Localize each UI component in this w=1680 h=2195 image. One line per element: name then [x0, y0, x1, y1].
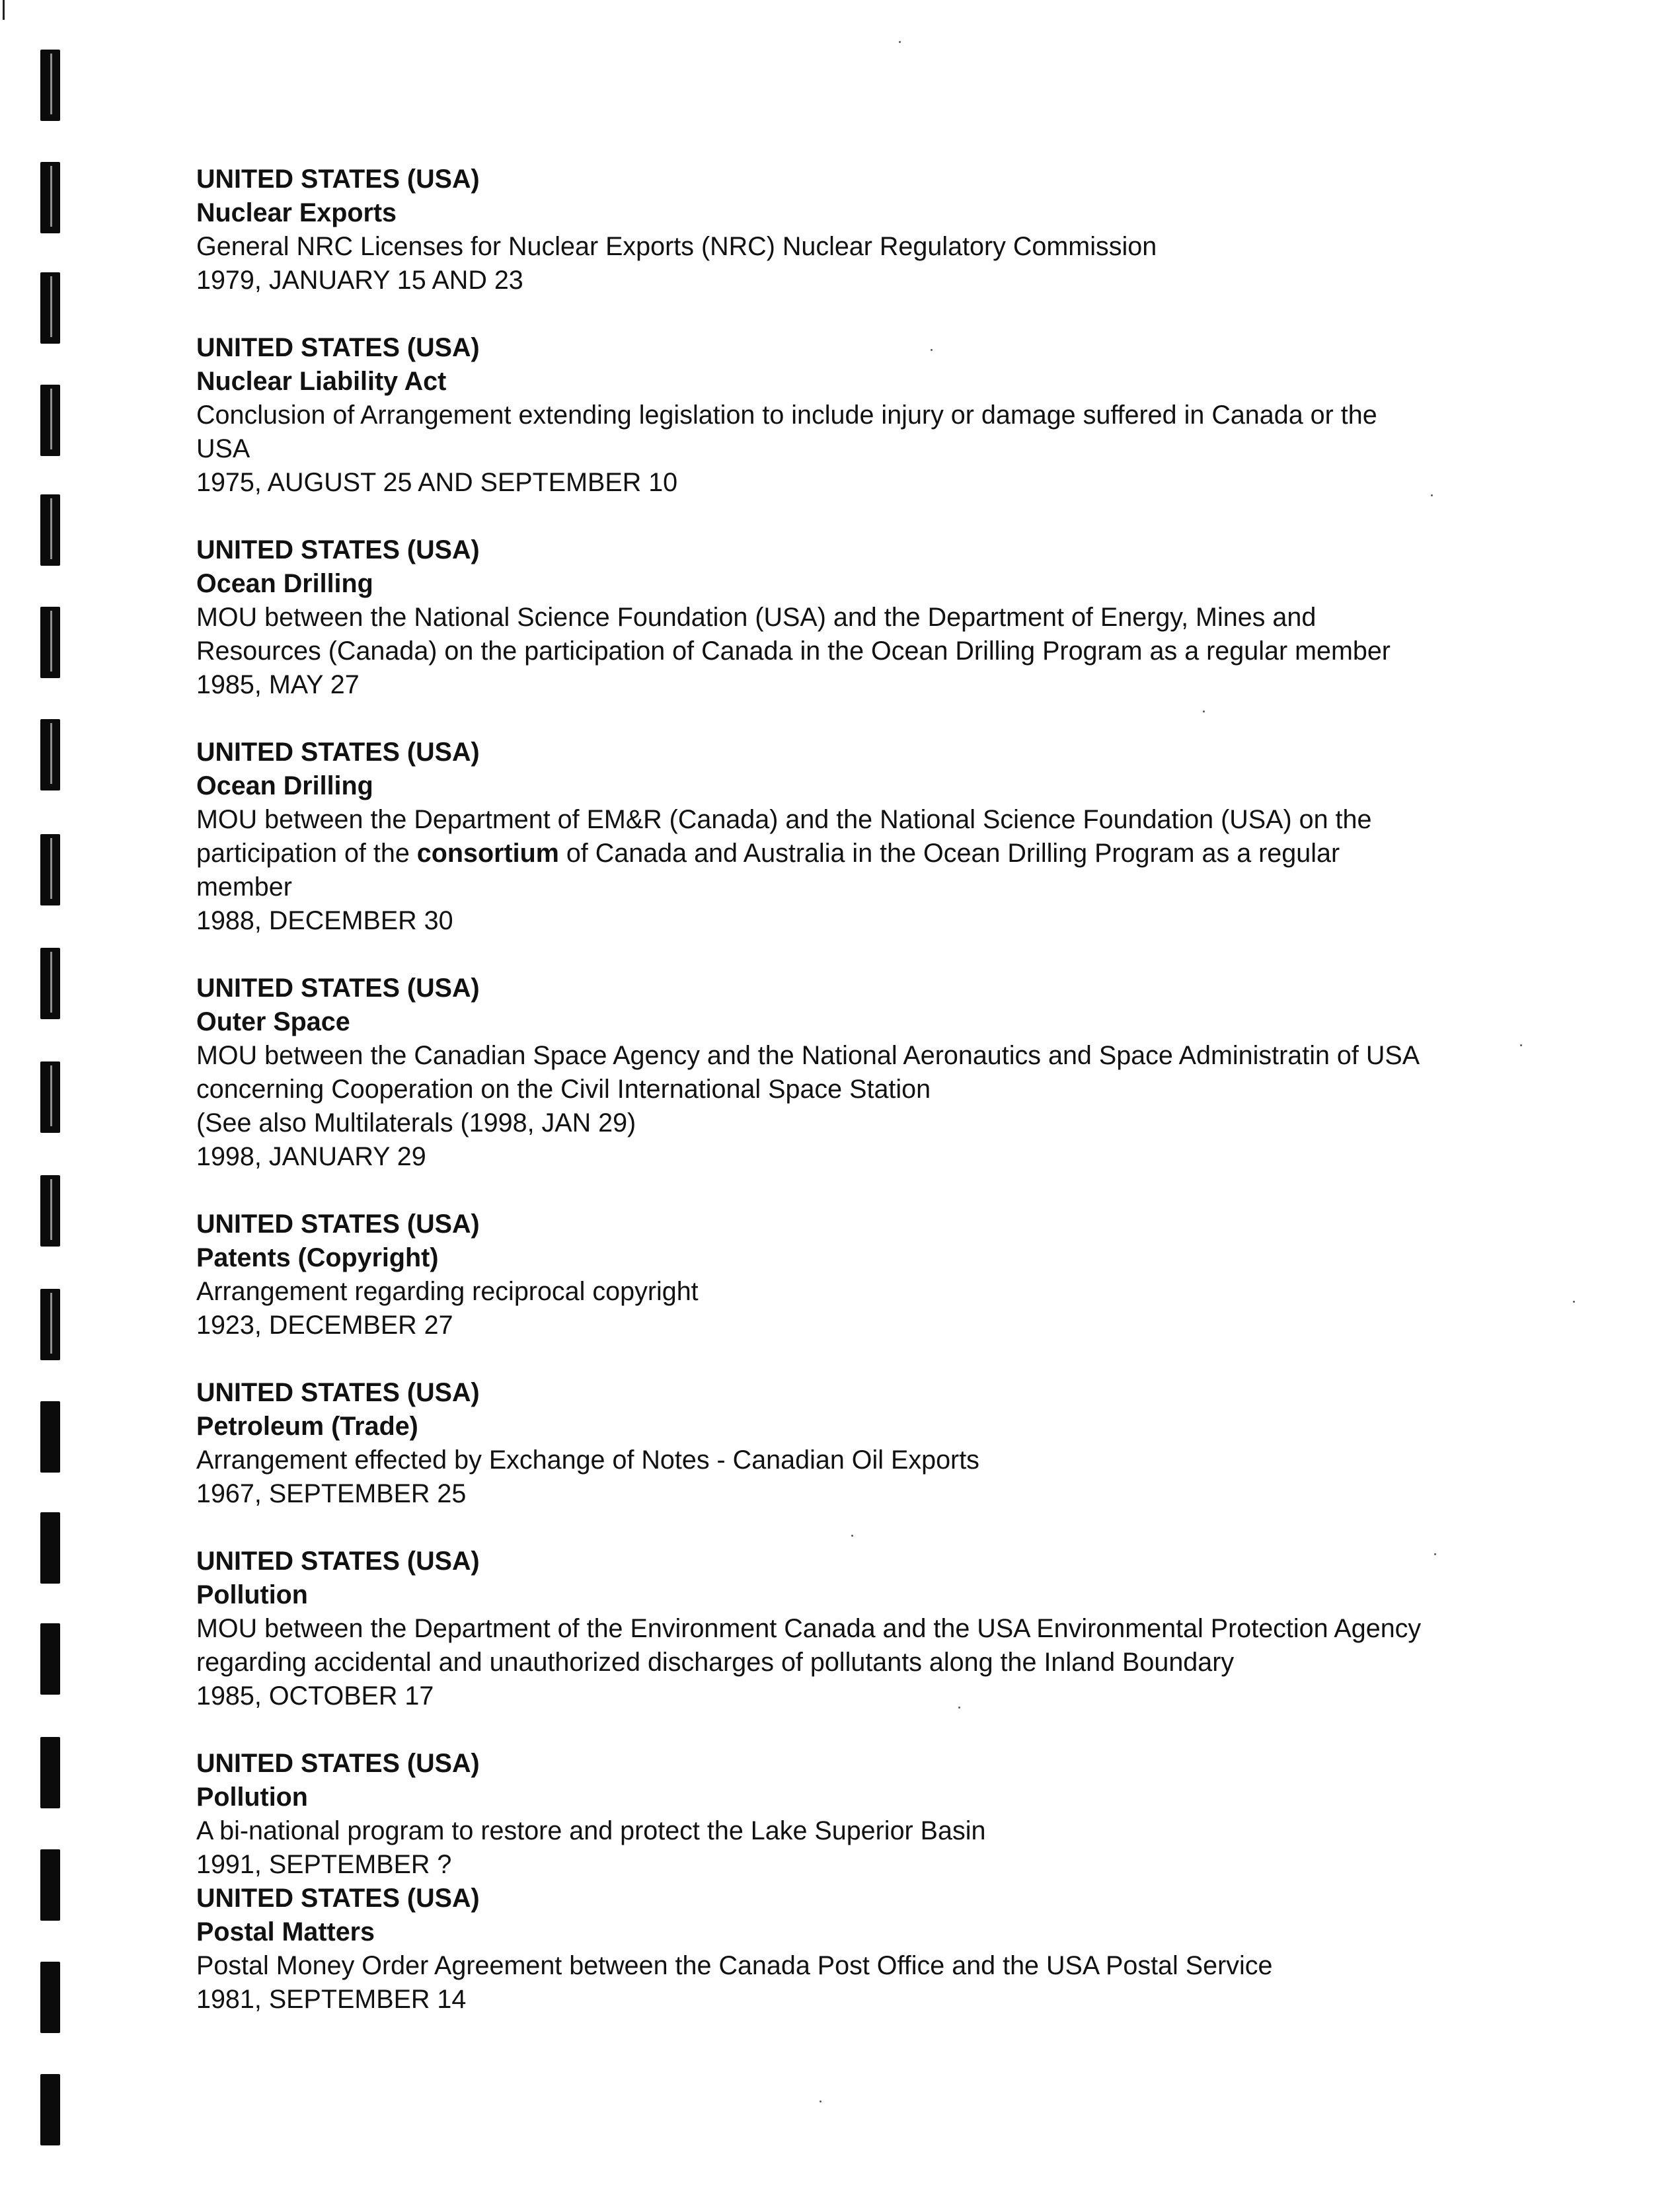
entry-description: member	[196, 872, 292, 902]
entry-date: 1991, SEPTEMBER ?	[196, 1850, 452, 1879]
entry-date: 1988, DECEMBER 30	[196, 906, 453, 935]
entry-description: regarding accidental and unauthorized discharges of pollutants along the Inland Boundary	[196, 1648, 1235, 1677]
binder-mark	[40, 948, 60, 1019]
binder-mark	[40, 1623, 60, 1695]
entry-description: MOU between the Department of EM&R (Canada) and the National Science Foundation (USA) on the	[196, 805, 1372, 834]
entry-subject: Nuclear Exports	[196, 198, 397, 227]
entry-country: UNITED STATES (USA)	[196, 535, 480, 564]
binder-mark	[40, 1737, 60, 1808]
entry-date: 1967, SEPTEMBER 25	[196, 1479, 467, 1508]
entry-country: UNITED STATES (USA)	[196, 738, 480, 767]
entry-description: MOU between the National Science Foundation (USA) and the Department of Energy, Mines and	[196, 603, 1317, 632]
entry-subject: Outer Space	[196, 1007, 350, 1036]
binder-mark	[40, 385, 60, 456]
binder-mark	[40, 1849, 60, 1921]
entry-description: Resources (Canada) on the participation of Canada in the Ocean Drilling Program as a regular member	[196, 636, 1391, 666]
entry-country: UNITED STATES (USA)	[196, 333, 480, 362]
entry-date: 1981, SEPTEMBER 14	[196, 1985, 467, 2014]
entry-description: Arrangement effected by Exchange of Notes - Canadian Oil Exports	[196, 1445, 979, 1475]
entry-country: UNITED STATES (USA)	[196, 1547, 480, 1576]
list-item	[196, 972, 1518, 1174]
entry-description: MOU between the Department of the Environment Canada and the USA Environmental Protection Agency	[196, 1614, 1422, 1643]
scan-speck	[820, 2100, 821, 2102]
list-item	[196, 331, 1518, 500]
entry-description: Postal Money Order Agreement between the Canada Post Office and the USA Postal Service	[196, 1951, 1273, 1980]
entry-country: UNITED STATES (USA)	[196, 1210, 480, 1239]
document-body	[196, 163, 1518, 2017]
binder-mark	[40, 719, 60, 790]
scan-speck	[899, 41, 901, 43]
page-edge-mark	[3, 0, 5, 20]
entry-date: 1923, DECEMBER 27	[196, 1311, 453, 1340]
list-item	[196, 533, 1518, 702]
list-item	[196, 1882, 1518, 2017]
entry-date: 1985, OCTOBER 17	[196, 1681, 434, 1711]
binder-mark	[40, 272, 60, 344]
entry-description-text: of Canada and Australia in the Ocean Drilling Program as a regular	[558, 839, 1340, 868]
entry-description: concerning Cooperation on the Civil International Space Station	[196, 1075, 931, 1104]
entry-description: Conclusion of Arrangement extending legislation to include injury or damage suffered in Canada or the	[196, 401, 1377, 430]
entry-date: 1985, MAY 27	[196, 670, 360, 699]
binder-mark	[40, 834, 60, 905]
list-item	[196, 1747, 1518, 1882]
entry-description-text: participation of the	[196, 839, 417, 868]
entry-subject: Pollution	[196, 1580, 308, 1609]
entry-description: (See also Multilaterals (1998, JAN 29)	[196, 1108, 636, 1137]
entry-date: 1979, JANUARY 15 AND 23	[196, 266, 523, 295]
entry-subject: Petroleum (Trade)	[196, 1412, 418, 1441]
entry-country: UNITED STATES (USA)	[196, 1749, 480, 1778]
entry-description: MOU between the Canadian Space Agency and the National Aeronautics and Space Administratin of USA	[196, 1041, 1420, 1070]
list-item	[196, 1545, 1518, 1713]
entry-country: UNITED STATES (USA)	[196, 165, 480, 194]
list-item	[196, 736, 1518, 938]
entry-subject: Pollution	[196, 1783, 308, 1812]
entry-description: General NRC Licenses for Nuclear Exports (NRC) Nuclear Regulatory Commission	[196, 232, 1157, 261]
entry-country: UNITED STATES (USA)	[196, 1884, 480, 1913]
binder-mark	[40, 1512, 60, 1584]
entry-subject: Postal Matters	[196, 1917, 375, 1946]
entry-description	[196, 837, 1518, 870]
scan-speck	[1573, 1301, 1575, 1303]
scan-speck	[1520, 1044, 1522, 1046]
list-item	[196, 163, 1518, 297]
entry-subject: Ocean Drilling	[196, 771, 373, 800]
binder-mark	[40, 2074, 60, 2145]
list-item	[196, 1208, 1518, 1342]
binder-mark	[40, 1962, 60, 2033]
entry-country: UNITED STATES (USA)	[196, 974, 480, 1003]
entry-description: Arrangement regarding reciprocal copyright	[196, 1277, 699, 1306]
binder-hole-marks	[36, 0, 63, 2195]
entry-subject: Patents (Copyright)	[196, 1243, 439, 1272]
entry-description: USA	[196, 434, 250, 463]
binder-mark	[40, 1061, 60, 1133]
entry-description: A bi-national program to restore and protect the Lake Superior Basin	[196, 1816, 986, 1845]
entry-date: 1975, AUGUST 25 AND SEPTEMBER 10	[196, 468, 678, 497]
entry-date: 1998, JANUARY 29	[196, 1142, 426, 1171]
binder-mark	[40, 1401, 60, 1473]
entry-subject: Nuclear Liability Act	[196, 367, 447, 396]
binder-mark	[40, 50, 60, 121]
binder-mark	[40, 1175, 60, 1247]
binder-mark	[40, 162, 60, 233]
entry-description-emphasis: consortium	[416, 839, 559, 868]
binder-mark	[40, 1289, 60, 1360]
binder-mark	[40, 607, 60, 678]
entry-country: UNITED STATES (USA)	[196, 1378, 480, 1407]
list-item	[196, 1376, 1518, 1511]
binder-mark	[40, 494, 60, 566]
entry-subject: Ocean Drilling	[196, 569, 373, 598]
